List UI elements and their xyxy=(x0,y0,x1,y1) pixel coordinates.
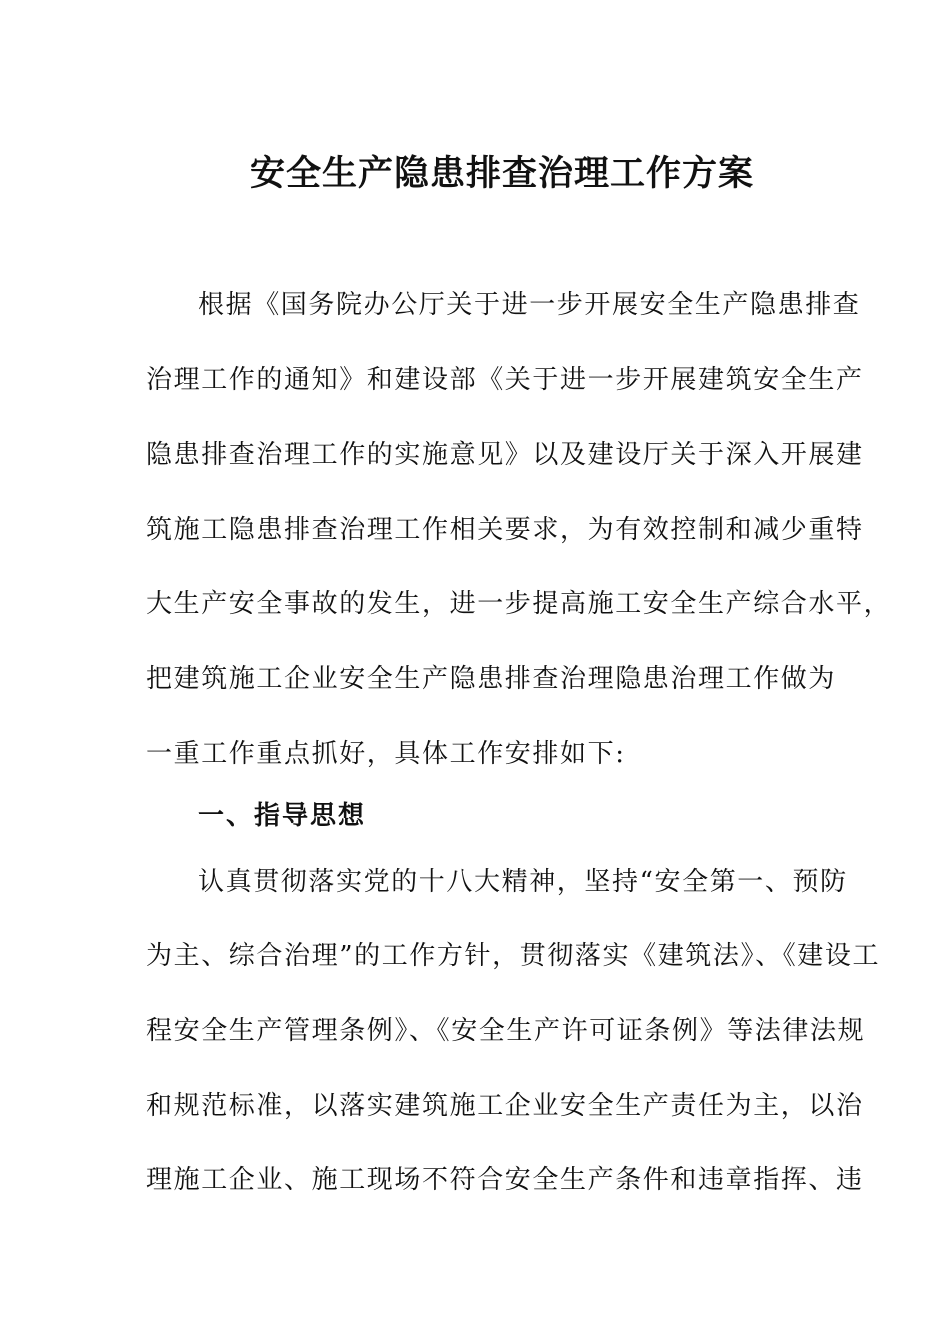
paragraph-line: 治理工作的通知》和建设部《关于进一步开展建筑安全生产 xyxy=(146,365,864,395)
paragraph-line: 大生产安全事故的发生，进一步提高施工安全生产综合水平， xyxy=(146,589,892,619)
paragraph-line: 理施工企业、施工现场不符合安全生产条件和违章指挥、违 xyxy=(146,1165,864,1195)
paragraph-line: 根据《国务院办公厅关于进一步开展安全生产隐患排查 xyxy=(198,290,861,320)
paragraph-line: 和规范标准，以落实建筑施工企业安全生产责任为主，以治 xyxy=(146,1091,864,1121)
paragraph-line: 筑施工隐患排查治理工作相关要求，为有效控制和减少重特 xyxy=(146,515,864,545)
paragraph-line: 认真贯彻落实党的十八大精神，坚持“安全第一、预防 xyxy=(198,867,848,897)
section-heading: 一、指导思想 xyxy=(198,801,367,831)
paragraph-line: 一重工作重点抓好，具体工作安排如下: xyxy=(146,739,626,769)
paragraph-line: 隐患排查治理工作的实施意见》以及建设厅关于深入开展建 xyxy=(146,440,864,470)
document-title: 安全生产隐患排查治理工作方案 xyxy=(249,154,754,194)
paragraph-line: 为主、综合治理”的工作方针，贯彻落实《建筑法》、《建设工 xyxy=(146,941,881,971)
paragraph-line: 把建筑施工企业安全生产隐患排查治理隐患治理工作做为 xyxy=(146,664,837,694)
paragraph-line: 程安全生产管理条例》、《安全生产许可证条例》等法律法规 xyxy=(146,1016,866,1046)
